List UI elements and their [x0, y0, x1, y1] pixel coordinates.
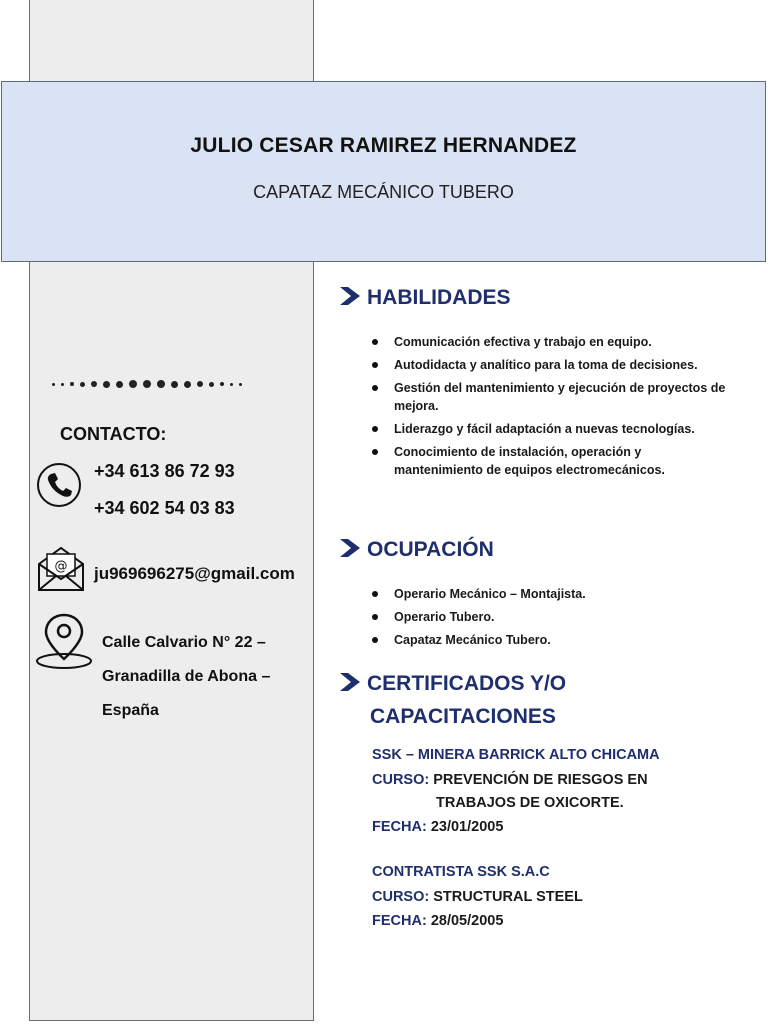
- certificate-course-1: [372, 772, 648, 788]
- course-label: CURSO:: [372, 889, 430, 905]
- decorative-dots: [52, 380, 242, 388]
- list-item: Autodidacta y analítico para la toma de decisiones.: [372, 356, 732, 374]
- occupation-list: [372, 585, 732, 654]
- list-item: Operario Mecánico – Montajista.: [372, 585, 732, 603]
- date-value: 28/05/2005: [430, 913, 504, 929]
- chevron-right-icon: [338, 538, 362, 558]
- phone-icon: [36, 462, 82, 508]
- list-item: Capataz Mecánico Tubero.: [372, 631, 732, 649]
- certificates-heading: [338, 667, 566, 733]
- course-value-continued: TRABAJOS DE OXICORTE.: [436, 795, 624, 811]
- candidate-name: JULIO CESAR RAMIREZ HERNANDEZ: [190, 134, 577, 157]
- date-label: FECHA:: [372, 819, 427, 835]
- chevron-right-icon: [338, 286, 362, 306]
- certificate-date-1: [372, 819, 503, 835]
- list-item: Comunicación efectiva y trabajo en equipo.: [372, 333, 732, 351]
- certificate-course-2: [372, 889, 583, 905]
- address-line-1: Calle Calvario N° 22 –: [102, 634, 266, 651]
- phone-number-1[interactable]: +34 613 86 72 93: [94, 461, 235, 481]
- occupation-heading: [338, 538, 494, 562]
- address-line-3: España: [102, 702, 159, 719]
- course-value: PREVENCIÓN DE RIESGOS EN: [433, 772, 648, 788]
- address-line-2: Granadilla de Abona –: [102, 668, 271, 685]
- occupation-heading-text: OCUPACIÓN: [367, 538, 494, 561]
- list-item: Operario Tubero.: [372, 608, 732, 626]
- certificate-org-1: SSK – MINERA BARRICK ALTO CHICAMA: [372, 747, 660, 763]
- certificates-heading-line-2: CAPACITACIONES: [370, 705, 556, 728]
- list-item: Liderazgo y fácil adaptación a nuevas tecnologías.: [372, 420, 732, 438]
- certificate-org-2: CONTRATISTA SSK S.A.C: [372, 864, 550, 880]
- phone-number-2[interactable]: +34 602 54 03 83: [94, 498, 235, 518]
- course-value: STRUCTURAL STEEL: [433, 889, 583, 905]
- email-address[interactable]: ju969696275@gmail.com: [94, 564, 295, 583]
- course-label: CURSO:: [372, 772, 430, 788]
- mail-icon: [36, 544, 86, 592]
- list-item: Gestión del mantenimiento y ejecución de proyectos de mejora.: [372, 379, 732, 415]
- date-value: 23/01/2005: [430, 819, 504, 835]
- skills-heading: [338, 286, 511, 310]
- certificate-course-1-line-2: [436, 795, 624, 811]
- list-item: Conocimiento de instalación, operación y mantenimiento de equipos electromecánicos.: [372, 443, 732, 479]
- header-band: [1, 81, 766, 262]
- address: [102, 626, 312, 728]
- chevron-right-icon: [338, 672, 362, 692]
- contact-heading: CONTACTO:: [60, 424, 167, 444]
- certificate-date-2: [372, 913, 503, 929]
- skills-heading-text: HABILIDADES: [367, 286, 511, 309]
- svg-text:@: @: [54, 559, 68, 574]
- date-label: FECHA:: [372, 913, 427, 929]
- location-pin-icon: [34, 611, 94, 671]
- skills-list: [372, 333, 732, 484]
- job-title: CAPATAZ MECÁNICO TUBERO: [253, 182, 514, 202]
- certificates-heading-line-1: CERTIFICADOS Y/O: [367, 672, 567, 695]
